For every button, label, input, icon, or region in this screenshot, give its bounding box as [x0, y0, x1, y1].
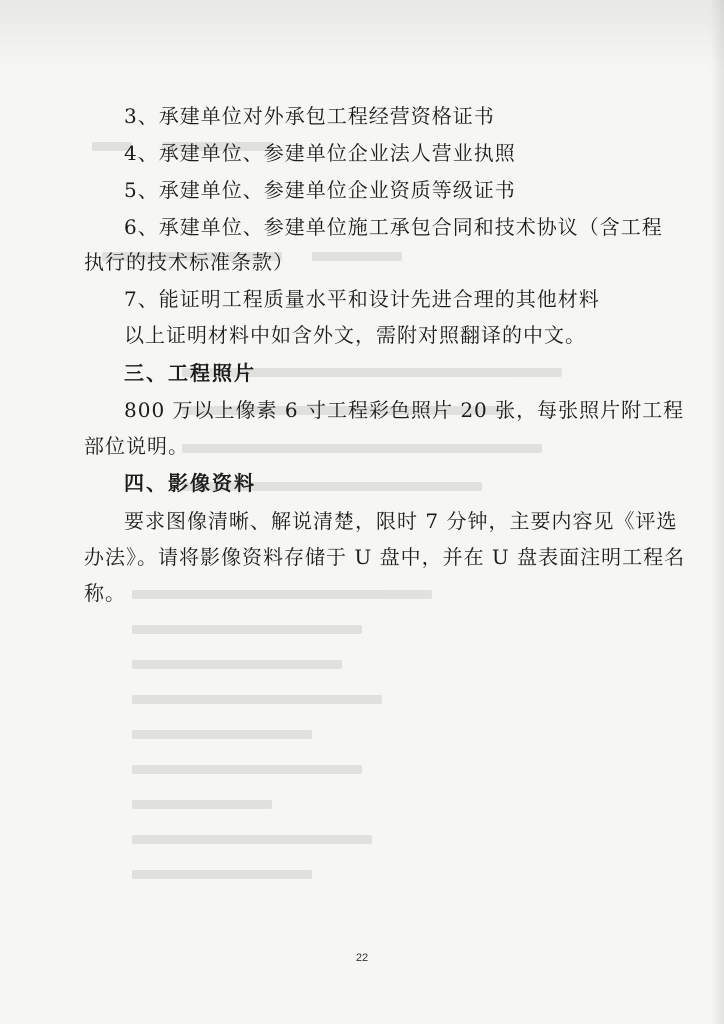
- scan-top-shadow: [0, 0, 724, 70]
- paragraph-line: 称。: [84, 581, 126, 605]
- paragraph-line: 800 万以上像素 6 寸工程彩色照片 20 张，每张照片附工程: [124, 398, 685, 422]
- section-heading-photos: 三、工程照片: [124, 361, 256, 385]
- list-item: 7、能证明工程质量水平和设计先进合理的其他材料: [124, 287, 600, 311]
- list-item: 4、承建单位、参建单位企业法人营业执照: [124, 141, 516, 165]
- paragraph-line: 部位说明。: [84, 434, 189, 458]
- list-item-continuation: 执行的技术标准条款）: [84, 250, 294, 274]
- page-number: 22: [355, 952, 369, 964]
- list-item: 3、承建单位对外承包工程经营资格证书: [124, 104, 495, 128]
- list-item: 6、承建单位、参建单位施工承包合同和技术协议（含工程: [124, 215, 663, 239]
- list-item: 5、承建单位、参建单位企业资质等级证书: [124, 178, 516, 202]
- note-paragraph: 以上证明材料中如含外文，需附对照翻译的中文。: [124, 323, 586, 347]
- paragraph-line: 办法》。请将影像资料存储于 U 盘中，并在 U 盘表面注明工程名: [84, 545, 686, 569]
- section-heading-video: 四、影像资料: [124, 471, 256, 495]
- scan-edge-shadow: [710, 0, 724, 1024]
- paragraph-line: 要求图像清晰、解说清楚，限时 7 分钟，主要内容见《评选: [124, 509, 678, 533]
